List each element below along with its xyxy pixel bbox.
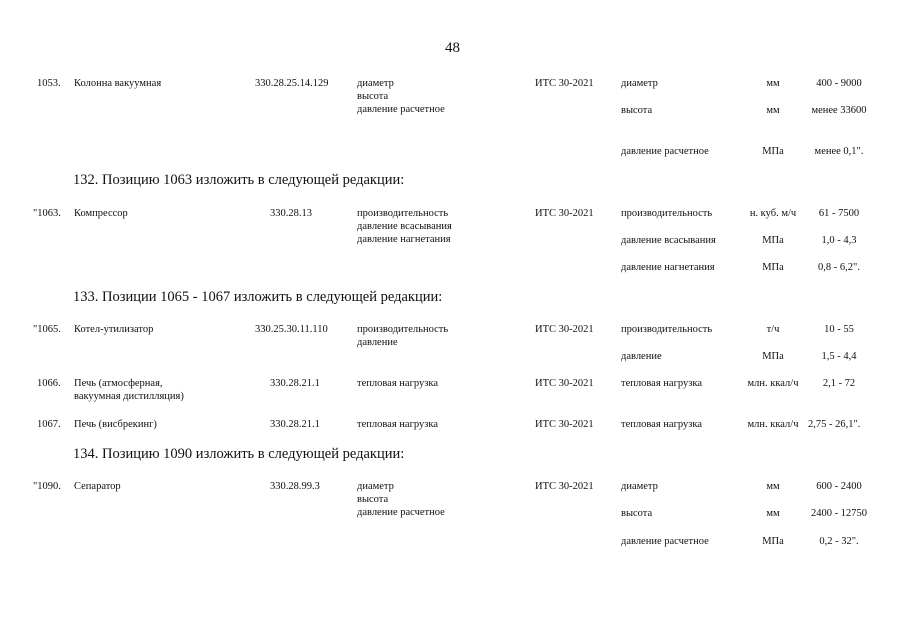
its-reference: ИТС 30-2021 [535, 324, 594, 335]
param-unit: МПа [762, 536, 784, 547]
param-name: давление нагнетания [621, 262, 715, 273]
param-unit: МПа [762, 146, 784, 157]
param-value: 400 - 9000 [816, 78, 862, 89]
entry-name: Сепаратор [74, 481, 121, 492]
entry-code: 330.25.30.11.110 [255, 324, 328, 335]
entry-name: Печь (висбрекинг) [74, 419, 157, 430]
param-list: диаметр высота давление расчетное [357, 78, 445, 115]
entry-code: 330.28.99.3 [270, 481, 320, 492]
param-unit: т/ч [766, 324, 780, 335]
param-name: диаметр [621, 78, 658, 89]
param-value: 0,8 - 6,2". [818, 262, 860, 273]
param-name: давление расчетное [621, 536, 709, 547]
param-name: давление расчетное [621, 146, 709, 157]
param-value: 10 - 55 [824, 324, 854, 335]
param-value: менее 0,1". [814, 146, 864, 157]
param-unit: мм [766, 481, 780, 492]
param-unit: мм [766, 105, 780, 116]
param-unit: млн. ккал/ч [747, 419, 799, 430]
entry-name: Колонна вакуумная [74, 78, 162, 89]
param-name: тепловая нагрузка [621, 419, 702, 430]
its-reference: ИТС 30-2021 [535, 419, 594, 430]
entry-number: "1065. [33, 324, 61, 335]
param-value: 2400 - 12750 [811, 508, 867, 519]
param-value: 600 - 2400 [816, 481, 862, 492]
param-list: тепловая нагрузка [357, 378, 438, 389]
param-value: менее 33600 [811, 105, 867, 116]
param-name: высота [621, 508, 653, 519]
param-unit: мм [766, 78, 780, 89]
entry-name: Печь (атмосферная, вакуумная дистилляция) [74, 378, 184, 402]
param-name: производительность [621, 208, 713, 219]
param-name: высота [621, 105, 653, 116]
entry-name: Компрессор [74, 208, 128, 219]
param-value: 2,1 - 72 [822, 378, 856, 389]
section-heading-133: 133. Позиции 1065 - 1067 изложить в следующей редакции: [73, 289, 443, 305]
param-list: производительность давление [357, 324, 449, 348]
entry-code: 330.28.13 [270, 208, 312, 219]
entry-name: Котел-утилизатор [74, 324, 154, 335]
param-unit: н. куб. м/ч [749, 208, 797, 219]
entry-number: 1053. [37, 78, 61, 89]
its-reference: ИТС 30-2021 [535, 481, 594, 492]
section-heading-134: 134. Позицию 1090 изложить в следующей редакции: [73, 446, 405, 462]
param-unit: МПа [762, 235, 784, 246]
param-unit: МПа [762, 351, 784, 362]
param-list: производительность давление всасывания давление нагнетания [357, 208, 452, 245]
param-value: 2,75 - 26,1". [808, 419, 861, 430]
its-reference: ИТС 30-2021 [535, 208, 594, 219]
param-name: давление всасывания [621, 235, 716, 246]
param-name: давление [621, 351, 662, 362]
entry-code: 330.28.21.1 [270, 378, 320, 389]
param-value: 1,0 - 4,3 [821, 235, 857, 246]
param-name: диаметр [621, 481, 658, 492]
param-value: 61 - 7500 [818, 208, 860, 219]
entry-number: "1090. [33, 481, 61, 492]
entry-code: 330.28.25.14.129 [255, 78, 329, 89]
entry-code: 330.28.21.1 [270, 419, 320, 430]
param-name: тепловая нагрузка [621, 378, 702, 389]
its-reference: ИТС 30-2021 [535, 78, 594, 89]
section-heading-132: 132. Позицию 1063 изложить в следующей редакции: [73, 172, 405, 188]
param-value: 1,5 - 4,4 [821, 351, 857, 362]
param-unit: мм [766, 508, 780, 519]
param-name: производительность [621, 324, 713, 335]
param-list: тепловая нагрузка [357, 419, 438, 430]
param-row [0, 535, 905, 595]
its-reference: ИТС 30-2021 [535, 378, 594, 389]
param-unit: млн. ккал/ч [747, 378, 799, 389]
param-list: диаметр высота давление расчетное [357, 481, 445, 518]
entry-number: "1063. [33, 208, 61, 219]
param-value: 0,2 - 32". [819, 536, 859, 547]
page-number: 48 [445, 40, 460, 56]
entry-number: 1066. [37, 378, 61, 389]
param-unit: МПа [762, 262, 784, 273]
entry-number: 1067. [37, 419, 61, 430]
